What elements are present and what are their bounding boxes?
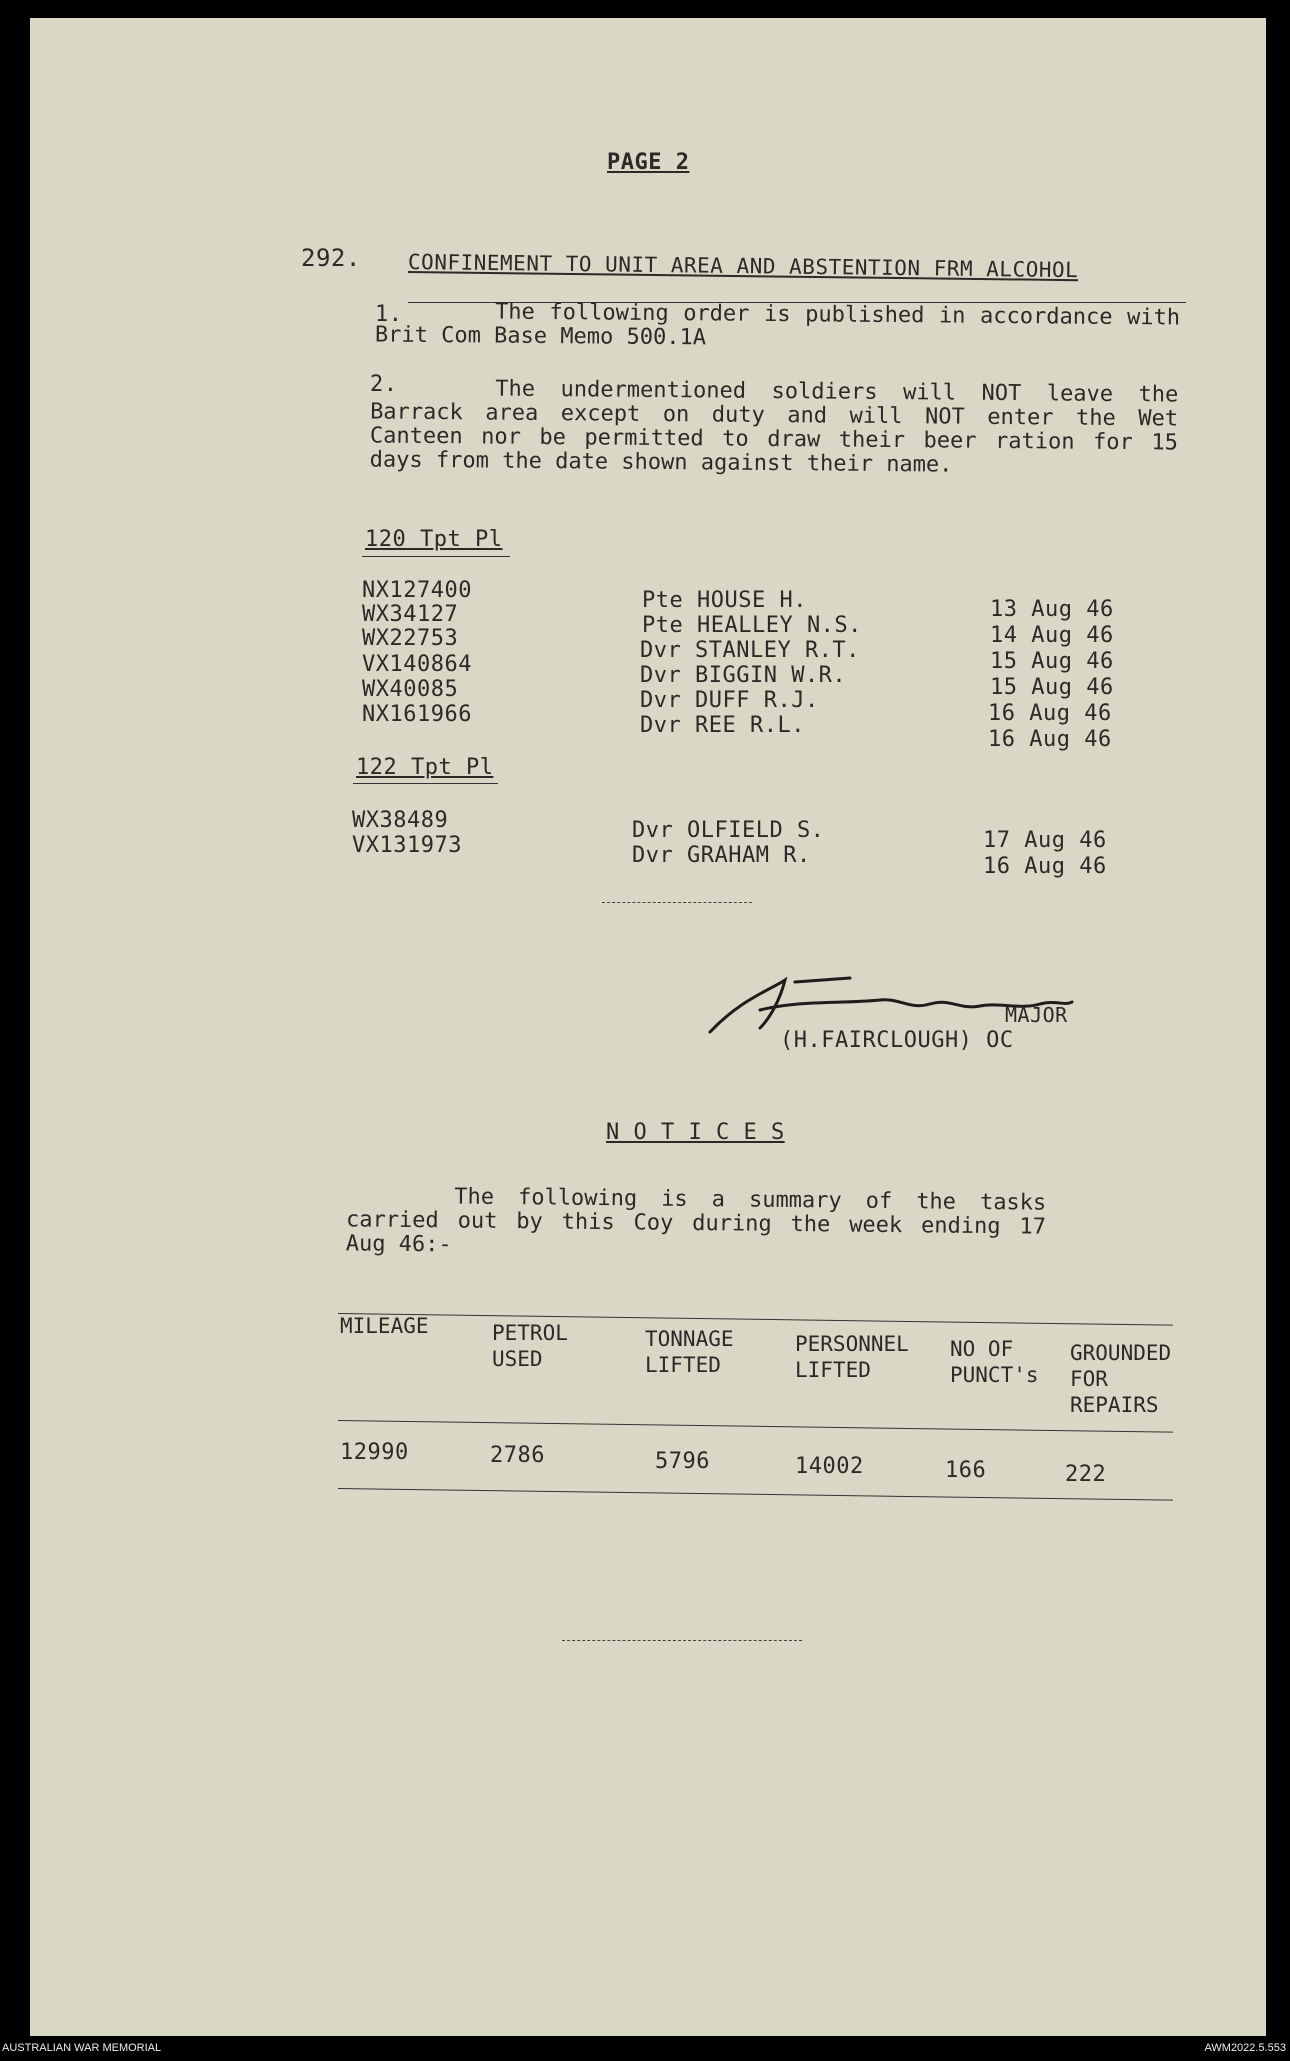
table-header-petrol: PETROL USED [492,1321,568,1371]
table-header-punctures: NO OF PUNCT's [950,1337,1039,1387]
para2-number: 2. [370,372,398,397]
notices-heading: N O T I C E S [606,1120,785,1145]
page-label: PAGE 2 [607,150,690,175]
confinement-date: 16 Aug 46 [988,701,1112,726]
soldier-name: Pte HEALLEY N.S. [642,613,862,638]
table-header-tonnage: TONNAGE LIFTED [645,1327,734,1377]
table-value-personnel: 14002 [795,1454,864,1479]
service-number: VX131973 [352,833,462,858]
para1-number: 1. [375,302,403,327]
group-heading-underline [362,556,510,557]
group-heading-underline [353,783,498,784]
para1-text: The following order is published in accordance with Brit Com Base Memo 500.1A [374,299,1181,351]
group-heading: 122 Tpt Pl [356,755,494,780]
notices-intro: The following is a summary of the tasks carried out by this Coy during the week ending 17 Aug 46:- [345,1184,1047,1258]
confinement-date: 17 Aug 46 [983,828,1107,853]
service-number: WX40085 [362,677,459,702]
soldier-name: Dvr REE R.L. [640,713,805,738]
signatory-rank: MAJOR [1005,1003,1068,1027]
section-divider [602,902,752,903]
confinement-date: 13 Aug 46 [990,597,1114,622]
table-value-petrol: 2786 [490,1443,545,1468]
service-number: WX22753 [362,626,459,651]
table-value-grounded: 222 [1065,1462,1107,1487]
soldier-name: Dvr OLFIELD S. [632,818,825,843]
soldier-name: Dvr STANLEY R.T. [640,638,860,663]
para2-text: The undermentioned soldiers will NOT leave the Barrack area except on duty and will NOT enter the Wet Canteen nor be permitted to draw their beer ration for 15 days from the date shown against their name. [369,376,1179,478]
confinement-date: 15 Aug 46 [990,649,1114,674]
service-number: WX34127 [362,602,459,627]
end-divider [562,1640,802,1641]
order-number: 292. [301,244,361,272]
soldier-name: Dvr DUFF R.J. [640,688,819,713]
table-header-grounded: GROUNDED FOR REPAIRS [1070,1341,1172,1417]
service-number: VX140864 [362,652,472,677]
confinement-date: 14 Aug 46 [990,623,1114,648]
soldier-name: Dvr GRAHAM R. [632,843,811,868]
confinement-date: 16 Aug 46 [988,727,1112,752]
soldier-name: Dvr BIGGIN W.R. [640,663,847,688]
confinement-date: 15 Aug 46 [990,675,1114,700]
confinement-date: 16 Aug 46 [983,854,1107,879]
service-number: WX38489 [352,808,449,833]
signatory-name: (H.FAIRCLOUGH) OC [780,1028,1014,1053]
table-value-punctures: 166 [945,1458,987,1483]
service-number: NX127400 [362,578,472,603]
soldier-name: Pte HOUSE H. [642,588,807,613]
order-title: CONFINEMENT TO UNIT AREA AND ABSTENTION FRM ALCOHOL [407,250,1079,283]
footer-accession: AWM2022.5.553 [1204,2042,1286,2054]
service-number: NX161966 [362,702,472,727]
table-value-mileage: 12990 [340,1440,409,1465]
table-header-mileage: MILEAGE [340,1314,429,1338]
table-header-personnel: PERSONNEL LIFTED [795,1332,909,1382]
group-heading: 120 Tpt Pl [365,527,503,552]
footer-institution: AUSTRALIAN WAR MEMORIAL [2,2042,162,2054]
table-value-tonnage: 5796 [655,1449,710,1474]
